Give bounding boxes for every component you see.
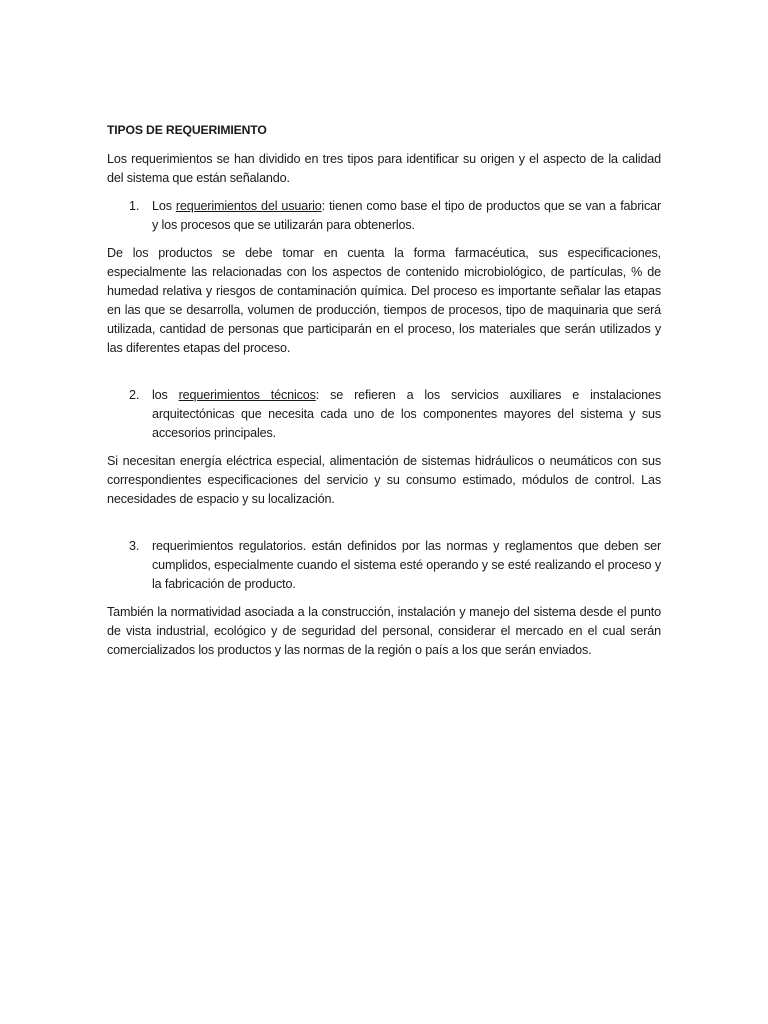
item-2-explanation: Si necesitan energía eléctrica especial, alimentación de sistemas hidráulicos o neumáticos con sus correspondientes especificaciones del servicio y su consumo estimado, módulos de control. Las necesidades de espacio y su localización.	[107, 454, 661, 506]
list-item-text: requerimientos regulatorios. están definidos por las normas y reglamentos que deben ser cumplidos, especialmente cuando el sistema esté operando y se esté realizando el proceso y la fabricación de producto.	[152, 539, 661, 591]
underlined-term: requerimientos técnicos	[178, 388, 316, 402]
intro-paragraph: Los requerimientos se han dividido en tres tipos para identificar su origen y el aspecto de la calidad del sistema que están señalando.	[107, 152, 661, 185]
list-item-1	[107, 197, 661, 235]
list-item-text: : se refieren a los servicios auxiliares e instalaciones arquitectónicas que necesita cada uno de los componentes mayores del sistema y sus accesorios principales.	[152, 388, 661, 440]
list-number: 1.	[129, 199, 140, 213]
spacer	[107, 367, 661, 386]
list-item-2	[107, 386, 661, 443]
list-number: 3.	[129, 539, 140, 553]
document-heading: TIPOS DE REQUERIMIENTO	[107, 123, 267, 137]
list-item-prefix: los	[152, 388, 179, 402]
spacer	[107, 518, 661, 537]
document-body	[107, 121, 661, 669]
list-item-3	[107, 537, 661, 594]
list-item-prefix: Los	[152, 199, 176, 213]
list-number: 2.	[129, 388, 140, 402]
list-item-text: : tienen como base el tipo de productos que se van a fabricar y los procesos que se utilizarán para obtenerlos.	[152, 199, 661, 232]
item-3-explanation: También la normatividad asociada a la construcción, instalación y manejo del sistema desde el punto de vista industrial, ecológico y de seguridad del personal, considerar el mercado en el cual serán comercializados los productos y las normas de la región o país a los que serán enviados.	[107, 605, 661, 657]
underlined-term: requerimientos del usuario	[175, 199, 322, 213]
item-1-explanation: De los productos se debe tomar en cuenta la forma farmacéutica, sus especificaciones, especialmente las relacionadas con los aspectos de contenido microbiológico, de partículas, % de humedad relativa y riesgos de contaminación química. Del proceso es importante señalar las etapas en las que se desarrolla, volumen de producción, tiempos de procesos, tipo de maquinaria que será utilizada, cantidad de personas que participarán en el proceso, los materiales que serán utilizados y las diferentes etapas del proceso.	[107, 246, 661, 355]
